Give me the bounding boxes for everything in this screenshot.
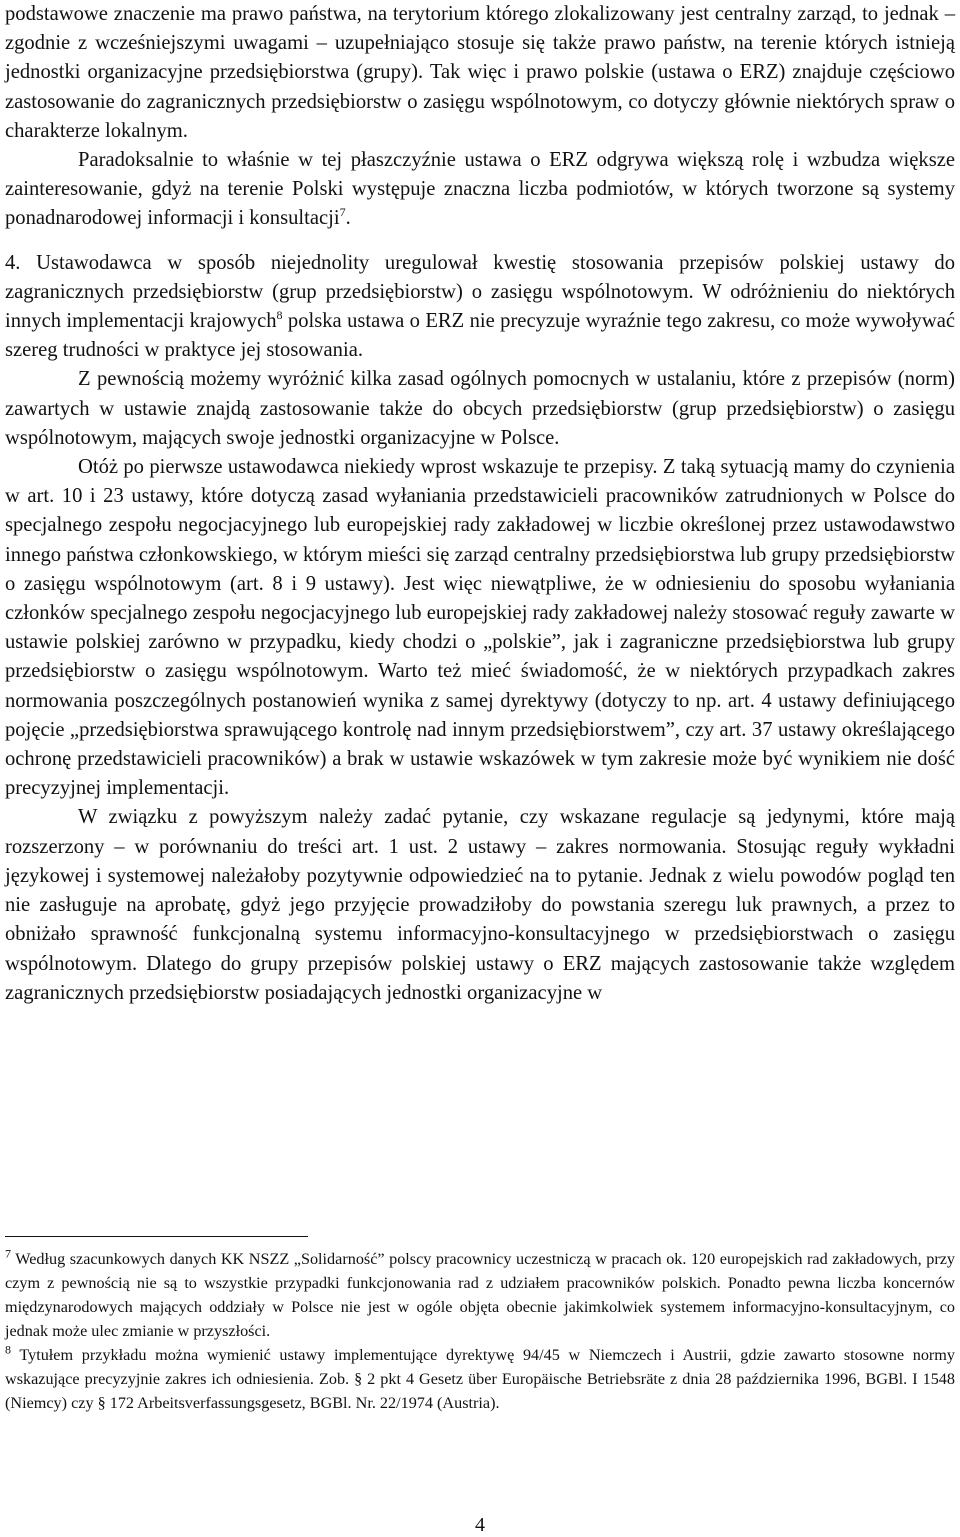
footnote-8-text: Tytułem przykładu można wymienić ustawy implementujące dyrektywę 94/45 w Niemczech i Austrii, gdzie zawarto stosowne normy wskazujące precyzyjnie zakres ich odniesienia. Zob. § 2 pkt 4 Gesetz über Europäische Betriebsräte z dnia 28 października 1996, BGBl. I 1548 (Niemcy) czy § 172 Arbeitsverfassungsgesetz, BGBl. Nr. 22/1974 (Austria). [5,1346,955,1412]
paragraph-3-text-cont: polska ustawa o ERZ nie precyzuje wyraźnie tego zakresu, co może wywoływać szereg trudności w praktyce jej stosowania. [5,310,955,362]
paragraph-2-text: Paradoksalnie to właśnie w tej płaszczyźnie ustawa o ERZ odgrywa większą rolę i wzbudza większe zainteresowanie, gdyż na terenie Polski występuje znaczna liczba podmiotów, w których tworzone są systemy ponadnarodowej informacji i konsultacji [5,149,955,230]
paragraph-6: W związku z powyższym należy zadać pytanie, czy wskazane regulacje są jedynymi, które mają rozszerzony – w porównaniu do treści art. 1 ust. 2 ustawy – zakres normowania. Stosując reguły wykładni językowej i systemowej należałoby pozytywnie odpowiedzieć na to pytanie. Jednak z wielu powodów pogląd ten nie zasługuje na aprobatę, gdyż jego przyjęcie prowadziłoby do powstania szeregu luk prawnych, a przez to obniżało sprawność funkcjonalną systemu informacyjno-konsultacyjnego w przedsiębiorstwach o zasięgu wspólnotowym. Dlatego do grupy przepisów polskiej ustawy o ERZ mających zastosowanie także względem zagranicznych przedsiębiorstw posiadających jednostki organizacyjne w [5,806,955,1004]
paragraph-1: podstawowe znaczenie ma prawo państwa, na terytorium którego zlokalizowany jest centralny zarząd, to jednak – zgodnie z wcześniejszymi uwagami – uzupełniająco stosuje się także prawo państw, na terenie których istnieją jednostki organizacyjne przedsiębiorstwa (grupy). Tak więc i prawo polskie (ustawa o ERZ) znajduje częściowo zastosowanie do zagranicznych przedsiębiorstw o zasięgu wspólnotowym, co dotyczy głównie niektórych spraw o charakterze lokalnym. [5,3,955,142]
paragraph-3-text: 4. Ustawodawca w sposób niejednolity uregulował kwestię stosowania przepisów polskiej ustawy do zagranicznych przedsiębiorstw (grup przedsiębiorstw) o zasięgu wspólnotowym. W odróżnieniu do niektórych innych implementacji krajowych [5,251,955,333]
footnote-ref-7[interactable]: 7 [339,205,346,220]
paragraph-2-end: . [345,207,351,230]
footnote-7 [5,1247,955,1343]
footnote-8 [5,1343,955,1415]
footnote-7-text: Według szacunkowych danych KK NSZZ „Solidarność” polscy pracownicy uczestniczą w pracach ok. 120 europejskich rad zakładowych, przy czym z pewnością nie są to wszystkie przypadki funkcjonowania rad z udziałem pracowników polskich. Ponadto pewna liczba koncernów międzynarodowych mających oddziały w Polsce nie jest w ogóle objęta obecnie jakimkolwiek systemem informacyjno-konsultacyjnym, co jednak może ulec zmianie w przyszłości. [5,1250,955,1340]
paragraph-2 [5,146,955,234]
page-number: 4 [475,1514,485,1536]
footnote-ref-8[interactable]: 8 [276,308,283,323]
footnote-8-number: 8 [5,1342,11,1357]
body-text [5,0,955,1008]
footnote-divider [5,1236,308,1237]
paragraph-3 [5,249,955,366]
document-page [5,0,955,1008]
paragraph-5: Otóż po pierwsze ustawodawca niekiedy wprost wskazuje te przepisy. Z taką sytuacją mamy do czynienia w art. 10 i 23 ustawy, które dotyczą zasad wyłaniania przedstawicieli pracowników zatrudnionych w Polsce do specjalnego zespołu negocjacyjnego lub europejskiej rady zakładowej w liczbie określonej przez ustawodawstwo innego państwa członkowskiego, w którym mieści się zarząd centralny przedsiębiorstwa lub grupy przedsiębiorstw o zasięgu wspólnotowym (art. 8 i 9 ustawy). Jest więc niewątpliwe, że w odniesieniu do sposobu wyłaniania członków specjalnego zespołu negocjacyjnego lub europejskiej rady zakładowej należy stosować reguły zawarte w ustawie polskiej zarówno w przypadku, kiedy chodzi o „polskie”, jak i zagraniczne przedsiębiorstwa lub grupy przedsiębiorstw o zasięgu wspólnotowym. Warto też mieć świadomość, że w niektórych przypadkach zakres normowania poszczególnych postanowień wynika z samej dyrektywy (dotyczy to np. art. 4 ustawy definiującego pojęcie „przedsiębiorstwa sprawującego kontrolę nad innym przedsiębiorstwem”, czy art. 37 ustawy określającego ochronę przedstawicieli pracowników) a brak w ustawie wskazówek w tym zakresie może być wynikiem nie dość precyzyjnej implementacji. [5,456,955,800]
footnotes [5,1247,955,1415]
paragraph-4: Z pewnością możemy wyróżnić kilka zasad ogólnych pomocnych w ustalaniu, które z przepisów (norm) zawartych w ustawie znajdą zastosowanie także do obcych przedsiębiorstw (grup przedsiębiorstw) o zasięgu wspólnotowym, mających swoje jednostki organizacyjne w Polsce. [5,368,955,449]
footnote-7-number: 7 [5,1246,11,1261]
